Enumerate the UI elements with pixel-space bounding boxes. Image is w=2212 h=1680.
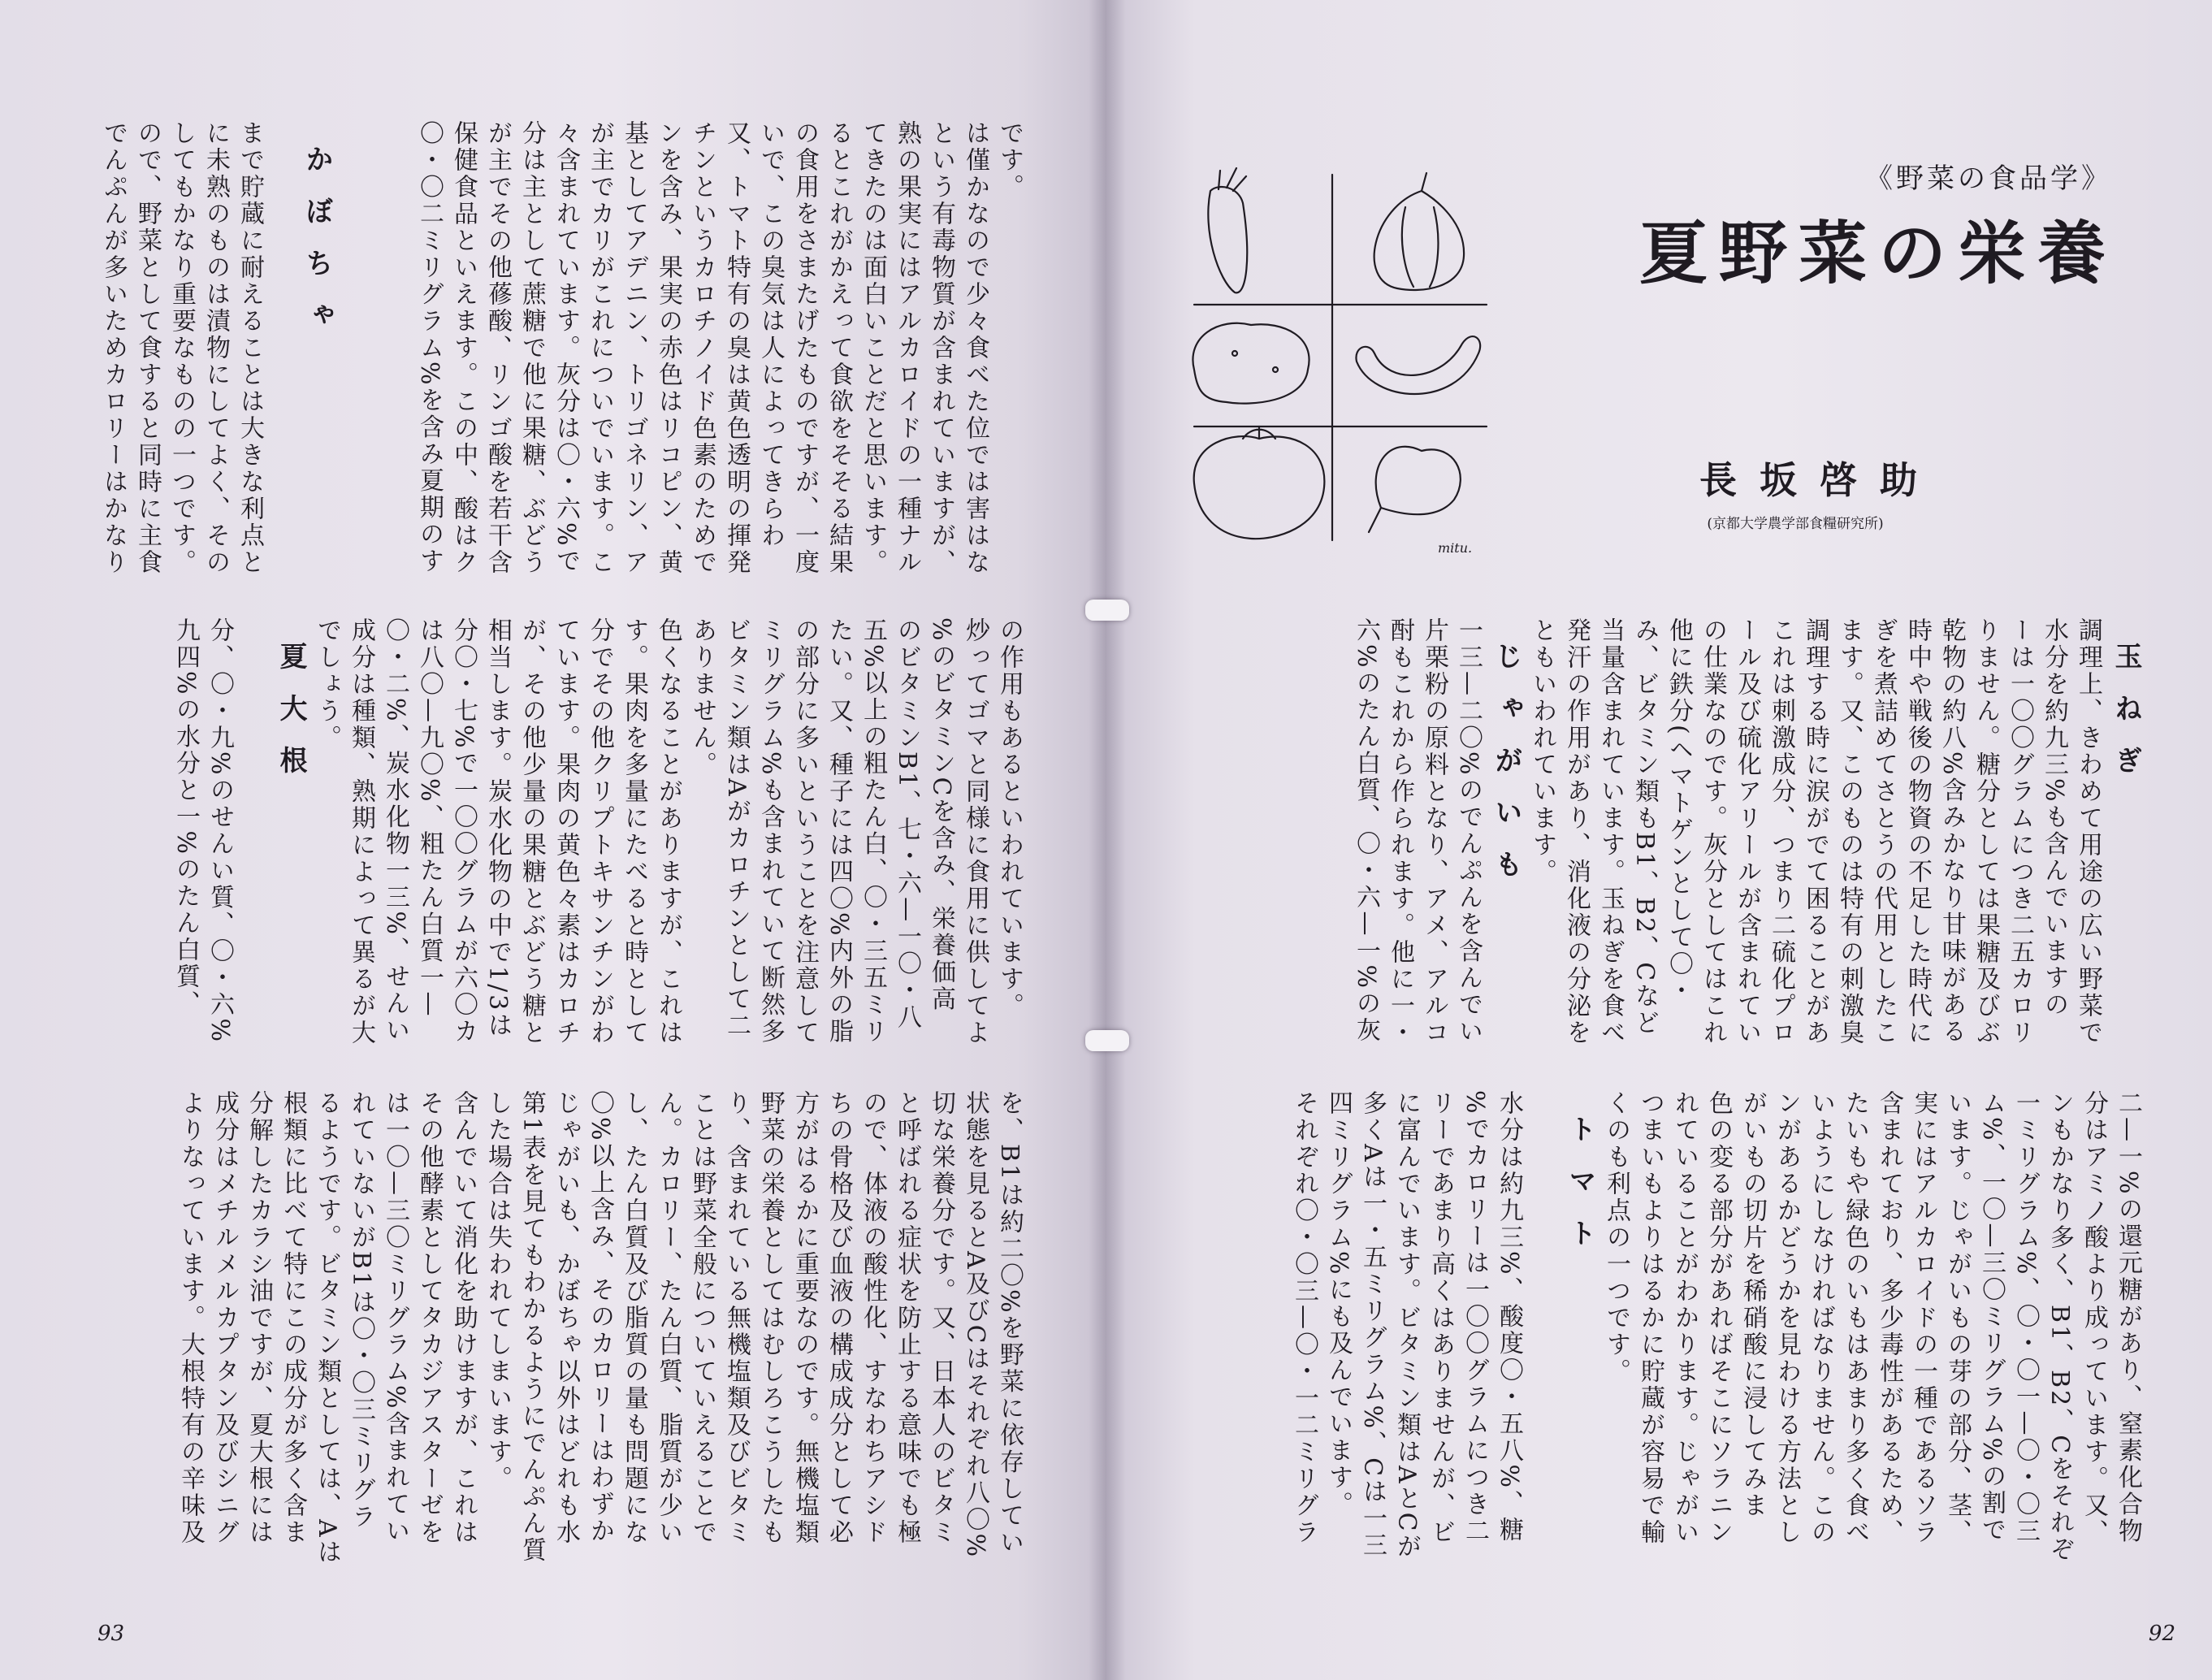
text-column: 保健食品といえます。この中、酸はク xyxy=(449,120,478,576)
text-column: いようにしなければなりません。この xyxy=(1807,1090,1835,1546)
text-column: が主でその他蓚酸、リンゴ酸を若干含 xyxy=(483,120,512,576)
text-column: 〇%以上含み、そのカロリーはわずか xyxy=(586,1090,614,1545)
tamanegi-section xyxy=(1352,617,2146,1056)
text-column: がいもの切片を稀硝酸に浸してみま xyxy=(1738,1090,1767,1519)
text-column: 二—一%の還元糖があり、窒素化合物 xyxy=(2114,1090,2142,1545)
page-number-left: 93 xyxy=(97,1622,125,1646)
text-column: 含んでいて消化を助けますが、これは xyxy=(449,1090,478,1546)
text-column: 切な栄養分です。又、日本人のビタミ xyxy=(927,1090,955,1546)
text-column: つまいもよりはるかに貯蔵が容易で輸 xyxy=(1636,1090,1664,1546)
text-column: が主でカリがこれについでいます。こ xyxy=(586,120,614,576)
text-column: 方がはるかに重要なのです。無機塩類 xyxy=(790,1090,819,1546)
text-column: 分でその他クリプトキサンチンがわ xyxy=(586,617,614,1046)
text-column: チンというカロチノイド色素のためで xyxy=(688,120,716,576)
text-column: 分、〇・九%のせんい質、〇・六% xyxy=(206,617,234,1045)
text-column: ンがあるかどうかを見わける方法とし xyxy=(1773,1090,1801,1546)
text-column: りません。糖分としては果糖及びぶ xyxy=(1972,617,2000,1046)
onion-icon xyxy=(1374,173,1464,290)
text-column: %のビタミンCを含み、栄養価高 xyxy=(927,617,955,1013)
staple-top xyxy=(1085,600,1129,621)
vegetable-illustration xyxy=(1162,158,1503,556)
text-column: ん。カロリー、たん白質、脂質が少い xyxy=(654,1090,682,1546)
text-column: 九四%の水分と一%のたん白質、 xyxy=(171,617,200,1018)
tamanegi-body xyxy=(1526,617,2106,1056)
text-column: してもかなり重要なものの一つです。 xyxy=(167,120,196,576)
text-column: の作用もあるといわれています。 xyxy=(995,617,1024,1020)
text-column: 又、トマト特有の臭は黄色透明の揮発 xyxy=(722,120,751,576)
text-column: み、ビタミン類もB1、B2、Cなど xyxy=(1630,617,1659,1037)
article-title: 夏野菜の栄養 xyxy=(1638,213,2117,293)
tomato-heading: トマト xyxy=(1564,1115,1596,1271)
text-column: は一〇—三〇ミリグラム%含まれてい xyxy=(381,1090,409,1545)
tomato-icon xyxy=(1194,426,1325,539)
jagaimo-body xyxy=(1350,617,1487,1056)
text-column: 五%以上の粗たん白、〇・三五ミリ xyxy=(859,617,887,1046)
text-column: 他に鉄分(ヘマトゲンとして〇・ xyxy=(1664,617,1693,1005)
author-affiliation: (京都大学農学部食糧研究所) xyxy=(1707,516,1884,532)
text-column: %でカロリーは一〇〇グラムにつき二 xyxy=(1461,1090,1489,1545)
right-lower-band xyxy=(1167,1090,2146,1570)
text-column: います。じゃがいもの芽の部分、茎、 xyxy=(1943,1090,1972,1546)
text-column: 相当します。炭水化物の中で1/3は xyxy=(483,617,512,1040)
text-column: じゃがいも、かぼちゃ以外はどれも水 xyxy=(552,1090,580,1546)
text-column: 一ミリグラム%、〇・〇一—〇・〇三 xyxy=(2011,1090,2040,1545)
text-column: 調理上、きわめて用途の広い野菜で xyxy=(2074,617,2102,1046)
text-column: ます。又、このものは特有の刺激臭 xyxy=(1835,617,1864,1046)
text-column: 根類に比べて特にこの成分が多く含ま xyxy=(279,1090,307,1546)
text-column: ム%、一〇—三〇ミリグラム%の割で xyxy=(1977,1090,2006,1544)
illustration-signature: mitu. xyxy=(1438,540,1473,556)
text-column: たいもや緑色のいもはあまり多く食べ xyxy=(1841,1090,1869,1546)
text-column: の食用をさまたげたものですが、一度 xyxy=(790,120,819,576)
jagaimo-continued-body xyxy=(1600,1090,2146,1570)
text-column: ことは野菜全般についていえることで xyxy=(688,1090,716,1546)
text-column: 一三—二〇%のでんぷんを含んでい xyxy=(1454,617,1483,1046)
text-column: それぞれ〇・〇三—〇・一二ミリグラ xyxy=(1290,1090,1318,1546)
text-column: 当量含まれています。玉ねぎを食べ xyxy=(1596,617,1625,1046)
text-column: は僅かなので少々食べた位では害はな xyxy=(961,120,989,576)
text-column: これは刺激成分、つまり二硫化プロ xyxy=(1767,617,1795,1046)
text-column: 第1表を見てもわかるようにでんぷん質 xyxy=(517,1090,546,1565)
text-column: ちの骨格及び血液の構成成分として必 xyxy=(825,1090,853,1546)
text-column: ンもかなり多く、B1、B2、Cをそれぞ xyxy=(2045,1090,2074,1564)
text-column: 成分は種類、熟期によって異るが大 xyxy=(347,617,375,1046)
text-column: 酎もこれから作られます。他に一・ xyxy=(1386,617,1414,1046)
kabocha-section xyxy=(97,120,337,587)
middle-body xyxy=(311,617,1028,1056)
carrot-icon xyxy=(1208,168,1247,292)
text-column: し、たん白質及び脂質の量も問題にな xyxy=(620,1090,648,1546)
text-column: 多くAは一・五ミリグラム%、Cは一三 xyxy=(1358,1090,1387,1560)
text-column: 含まれており、多少毒性があるため、 xyxy=(1875,1090,1903,1546)
text-column: に未熟のものは漬物にしてよく、その xyxy=(201,120,230,576)
left-middle-band xyxy=(97,617,1028,1056)
text-column: れていないがB1は〇・〇三ミリグラ xyxy=(347,1090,375,1531)
text-column: 片栗粉の原料となり、アメ、アルコ xyxy=(1420,617,1448,1046)
text-column: たい。又、種子には四〇%内外の脂 xyxy=(825,617,853,1046)
text-column: のビタミンB1、七・六—一〇・八 xyxy=(893,617,921,1032)
text-column: 水分を約九三%も含んでいますの xyxy=(2040,617,2068,1019)
text-column: るようです。ビタミン類としては、Aは xyxy=(313,1090,341,1566)
text-column: るとこれがかえって食欲をそそる結果 xyxy=(825,120,853,576)
text-column: 四ミリグラム%にも及んでいます。 xyxy=(1324,1090,1353,1518)
kabocha-heading: かぼちゃ xyxy=(301,145,333,353)
text-column: 成分はメチルメルカプタン及びシニグ xyxy=(210,1090,239,1546)
text-column: 実にはアルカロイドの一種であるソラ xyxy=(1909,1090,1937,1546)
text-column: 状態を見るとA及びCはそれぞれ八〇% xyxy=(961,1090,989,1560)
text-column: 色くなることがありますが、これは xyxy=(654,617,682,1046)
text-column: てきたのは面白いことだと思います。 xyxy=(859,120,887,576)
text-column: ンを含み、果実の赤色はリコピン、黄 xyxy=(654,120,682,576)
text-column: を、B1は約二〇%を野菜に依存してい xyxy=(995,1090,1024,1557)
text-column: 乾物の約八%含みかなり甘味がある xyxy=(1937,617,1966,1046)
text-column: ール及び硫化アリールが含まれてい xyxy=(1733,617,1761,1046)
text-column: 〇・二%、炭水化物一三%、せんい xyxy=(381,617,409,1045)
natsu-daikon-heading: 夏大根 xyxy=(275,642,307,798)
text-column: ミリグラム%も含まれていて断然多 xyxy=(756,617,785,1046)
text-column: ています。果肉の黄色々素はカロチ xyxy=(552,617,580,1046)
text-column: ので、野菜として食すると同時に主食 xyxy=(133,120,162,576)
tamanegi-heading: 玉ねぎ xyxy=(2110,642,2142,798)
text-column: ともいわれています。 xyxy=(1528,617,1556,885)
text-column: ので、体液の酸性化、すなわちアシド xyxy=(859,1090,887,1546)
text-column: ビタミン類はAがカロチンとして二 xyxy=(722,617,751,1040)
binding-gutter xyxy=(1089,0,1126,1680)
text-column: 色の変る部分があればそこにソラニン xyxy=(1704,1090,1733,1546)
text-column: した場合は失われてしまいます。 xyxy=(483,1090,512,1492)
text-column: ありません。 xyxy=(688,617,716,778)
text-column: 発汗の作用があり、消化液の分泌を xyxy=(1562,617,1591,1046)
text-column: は八〇—九〇%、粗たん白質一— xyxy=(415,617,444,1019)
text-column: 分は主として蔗糖で他に果糖、ぶどう xyxy=(517,120,546,576)
text-column: 炒ってゴマと同様に食用に供してよ xyxy=(961,617,989,1046)
text-column: でしょう。 xyxy=(313,617,341,751)
text-column: 調理する時に涙がでて困ることがあ xyxy=(1801,617,1829,1046)
text-column: でんぷんが多いためカロリーはかなり xyxy=(99,120,128,576)
text-column: り、含まれている無機塩類及びビタミ xyxy=(722,1090,751,1546)
text-column: 〇・〇二ミリグラム%を含み夏期のす xyxy=(415,120,444,575)
text-column: ぎを煮詰めてさとうの代用としたこ xyxy=(1869,617,1898,1046)
text-column: 野菜の栄養としてはむしろこうしたも xyxy=(756,1090,785,1546)
kabocha-body xyxy=(97,120,268,587)
potato-icon xyxy=(1193,323,1309,404)
left-lower-band xyxy=(97,1090,1028,1570)
jagaimo-heading: じゃがいも xyxy=(1490,642,1522,902)
text-column: ーは一〇〇グラムにつき二五カロリ xyxy=(2006,617,2034,1046)
text-column: 六%のたん白質、〇・六—一%の灰 xyxy=(1352,617,1380,1045)
text-column: です。 xyxy=(995,120,1024,201)
text-column: の部分に多いということを注意して xyxy=(790,617,819,1046)
text-column: リーであまり高くはありませんが、ビ xyxy=(1426,1090,1455,1546)
text-column: 水分は約九三%、酸度〇・五八%、糖 xyxy=(1495,1090,1523,1544)
text-column: という有毒物質が含まれていますが、 xyxy=(927,120,955,576)
text-column: その他酵素としてタカジアスターゼを xyxy=(415,1090,444,1546)
cucumber-icon xyxy=(1356,336,1480,394)
text-column: 分はアミノ酸より成っています。又、 xyxy=(2080,1090,2108,1546)
text-column: れていることがわかります。じゃがい xyxy=(1670,1090,1699,1546)
text-column: 基としてアデニン、トリゴネリン、ア xyxy=(620,120,648,576)
text-column: いで、この臭気は人によってきらわ xyxy=(756,120,785,549)
text-column: まで貯蔵に耐えることは大きな利点と xyxy=(236,120,264,576)
text-column: 熟の果実にはアルカロイドの一種ナル xyxy=(893,120,921,576)
text-column: 時中や戦後の物資の不足した時代に xyxy=(1903,617,1932,1046)
text-column: が、その他少量の果糖とぶどう糖と xyxy=(517,617,546,1046)
tomato-body xyxy=(1288,1090,1527,1570)
text-column: くのも利点の一つです。 xyxy=(1602,1090,1630,1385)
text-column: 分〇・七%で一〇〇グラムが六〇カ xyxy=(449,617,478,1046)
text-column: よりなっています。大根特有の辛味及 xyxy=(176,1090,205,1546)
text-column: 分解したカラシ油ですが、夏大根には xyxy=(245,1090,273,1546)
series-label: 《野菜の食品学》 xyxy=(1865,162,2112,195)
staple-bottom xyxy=(1085,1030,1129,1051)
page-number-right: 92 xyxy=(2148,1622,2175,1646)
text-column: に富んでいます。ビタミン類はAとCが xyxy=(1392,1090,1421,1561)
leaf-icon xyxy=(1369,447,1461,532)
text-column: と呼ばれる症状を防止する意味でも極 xyxy=(893,1090,921,1546)
natsu-daikon-body xyxy=(170,617,238,1056)
author-name: 長坂啓助 xyxy=(1699,458,1940,502)
text-column: の仕業なのです。灰分としてはこれ xyxy=(1699,617,1727,1046)
text-column: す。果肉を多量にたべると時として xyxy=(620,617,648,1046)
text-column: 々含まれています。灰分は〇・六%で xyxy=(552,120,580,575)
